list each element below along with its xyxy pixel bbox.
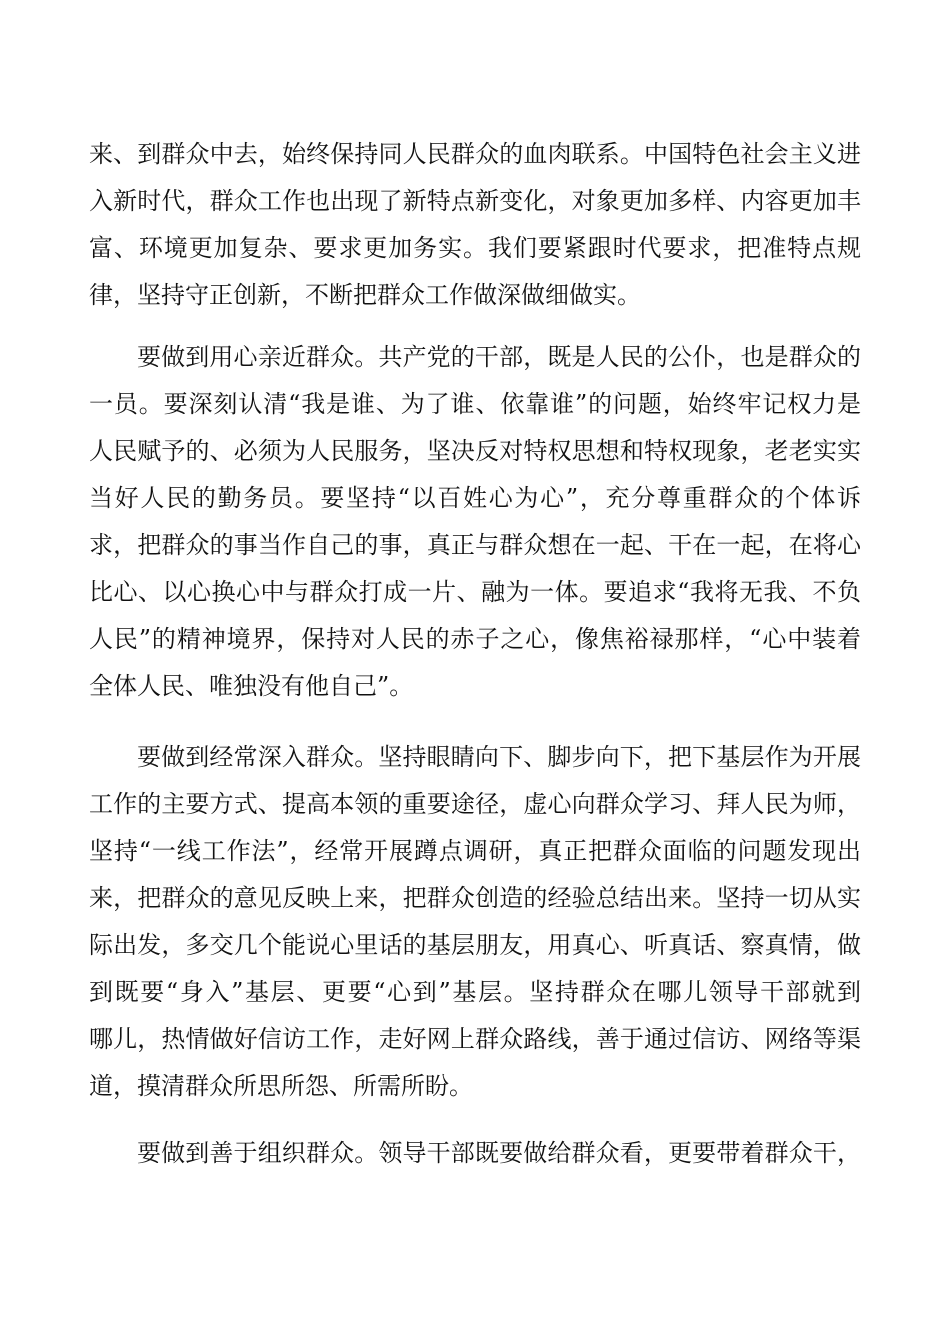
text-line: 来、到群众中去，始终保持同人民群众的血肉联系。中国特色社会主义进 — [89, 140, 861, 168]
text-line: 比心、以心换心中与群众打成一片、融为一体。要追求“我将无我、不负 — [89, 578, 861, 606]
text-line: 人民”的精神境界，保持对人民的赤子之心，像焦裕禄那样，“心中装着 — [89, 625, 861, 653]
text-line: 当好人民的勤务员。要坚持“以百姓心为心”，充分尊重群众的个体诉 — [89, 484, 861, 512]
text-line: 人民赋予的、必须为人民服务，坚决反对特权思想和特权现象，老老实实 — [89, 437, 861, 465]
text-line: 要做到用心亲近群众。共产党的干部，既是人民的公仆，也是群众的 — [137, 343, 861, 371]
text-line: 要做到经常深入群众。坚持眼睛向下、脚步向下，把下基层作为开展 — [137, 743, 861, 771]
text-line: 律，坚持守正创新，不断把群众工作做深做细做实。 — [89, 281, 641, 309]
text-line: 要做到善于组织群众。领导干部既要做给群众看，更要带着群众干， — [137, 1139, 861, 1167]
text-line: 道，摸清群众所思所怨、所需所盼。 — [89, 1072, 473, 1100]
text-line: 哪儿，热情做好信访工作，走好网上群众路线，善于通过信访、网络等渠 — [89, 1025, 861, 1053]
text-line: 来，把群众的意见反映上来，把群众创造的经验总结出来。坚持一切从实 — [89, 884, 861, 912]
text-line: 一员。要深刻认清“我是谁、为了谁、依靠谁”的问题，始终牢记权力是 — [89, 390, 861, 418]
text-line: 工作的主要方式、提高本领的重要途径，虚心向群众学习、拜人民为师， — [89, 790, 861, 818]
text-line: 全体人民、唯独没有他自己”。 — [89, 672, 414, 700]
text-line: 到既要“身入”基层、更要“心到”基层。坚持群众在哪儿领导干部就到 — [89, 978, 861, 1006]
text-line: 际出发，多交几个能说心里话的基层朋友，用真心、听真话、察真情，做 — [89, 931, 861, 959]
text-line: 入新时代，群众工作也出现了新特点新变化，对象更加多样、内容更加丰 — [89, 187, 861, 215]
text-line: 求，把群众的事当作自己的事，真正与群众想在一起、干在一起，在将心 — [89, 531, 861, 559]
text-line: 坚持“一线工作法”，经常开展蹲点调研，真正把群众面临的问题发现出 — [89, 837, 861, 865]
text-line: 富、环境更加复杂、要求更加务实。我们要紧跟时代要求，把准特点规 — [89, 234, 861, 262]
